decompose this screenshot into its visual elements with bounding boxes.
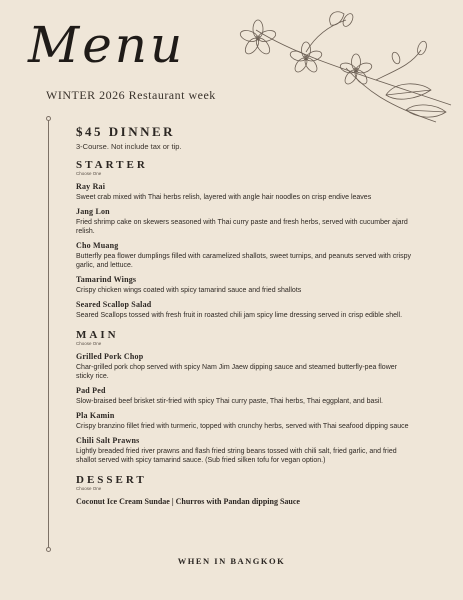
timeline-line [48, 120, 49, 548]
dish-description: Lightly breaded fried river prawns and flash fried string beans tossed with chili salt, fried garlic, and fried shallot served with spicy tamarind sauce. (Sub fried silken tofu for vegan option.) [76, 448, 397, 464]
dish-name: Pla Kamin [76, 411, 115, 420]
section-subtitle: Choose One [76, 341, 102, 346]
dish-name: Tamarind Wings [76, 275, 137, 284]
dish-name: Grilled Pork Chop [76, 352, 144, 361]
dessert-options: Coconut Ice Cream Sundae | Churros with Pandan dipping Sauce [76, 497, 300, 506]
timeline-dot-bottom [46, 547, 51, 552]
dish-item [76, 411, 416, 431]
dish-item [76, 275, 416, 295]
floral-branch-icon [236, 10, 456, 130]
footer-brand: WHEN IN BANGKOK [177, 556, 286, 566]
section-starter [76, 159, 416, 320]
dish-name: Ray Rai [76, 182, 106, 191]
section-subtitle: Choose One [76, 486, 102, 491]
dish-item [76, 352, 416, 381]
menu-content [76, 124, 416, 507]
dish-item [76, 436, 416, 465]
dish-description: Slow-braised beef brisket stir-fried with spicy Thai curry paste, Thai herbs, Thai eggplant, and basil. [76, 398, 383, 405]
dish-name: Jang Lon [76, 207, 110, 216]
dish-item [76, 386, 416, 406]
dish-description: Fried shrimp cake on skewers seasoned with Thai curry paste and fresh herbs, served with cucumber ajard relish. [76, 219, 408, 235]
dish-name: Chili Salt Prawns [76, 436, 140, 445]
timeline-decoration [46, 116, 52, 552]
dish-item [76, 300, 416, 320]
dish-description: Seared Scallops tossed with fresh fruit in roasted chili jam spicy lime dressing served in crisp edible shell. [76, 312, 403, 319]
dish-description: Sweet crab mixed with Thai herbs relish, layered with angle hair noodles on crisp endive leaves [76, 194, 372, 201]
dish-item [76, 182, 416, 202]
section-dessert [76, 474, 416, 507]
dish-description: Crispy chicken wings coated with spicy tamarind sauce and fried shallots [76, 287, 302, 294]
section-main [76, 329, 416, 465]
section-subtitle: Choose One [76, 171, 102, 176]
menu-subtitle: WINTER 2026 Restaurant week [46, 88, 216, 102]
dish-item [76, 207, 416, 236]
timeline-dot-top [46, 116, 51, 121]
price-heading: $45 DINNER [76, 124, 176, 139]
section-title: MAIN [76, 329, 119, 341]
dish-description: Butterfly pea flower dumplings filled with caramelized shallots, sweet turnips, and peanuts served with crispy garlic, and lettuce. [76, 253, 411, 269]
dish-name: Pad Ped [76, 386, 106, 395]
dish-description: Crispy branzino fillet fried with turmeric, topped with crunchy herbs, served with Thai seafood dipping sauce [76, 423, 409, 430]
section-title: DESSERT [76, 474, 147, 486]
dish-name: Seared Scallop Salad [76, 300, 152, 309]
price-note: 3-Course. Not include tax or tip. [76, 142, 182, 151]
section-title: STARTER [76, 159, 148, 171]
dish-name: Cho Muang [76, 241, 119, 250]
menu-title: Menu [28, 16, 186, 74]
dish-description: Char-grilled pork chop served with spicy Nam Jim Jaew dipping sauce and steamed butterfly-pea flower sticky rice. [76, 364, 397, 380]
dish-item [76, 241, 416, 270]
